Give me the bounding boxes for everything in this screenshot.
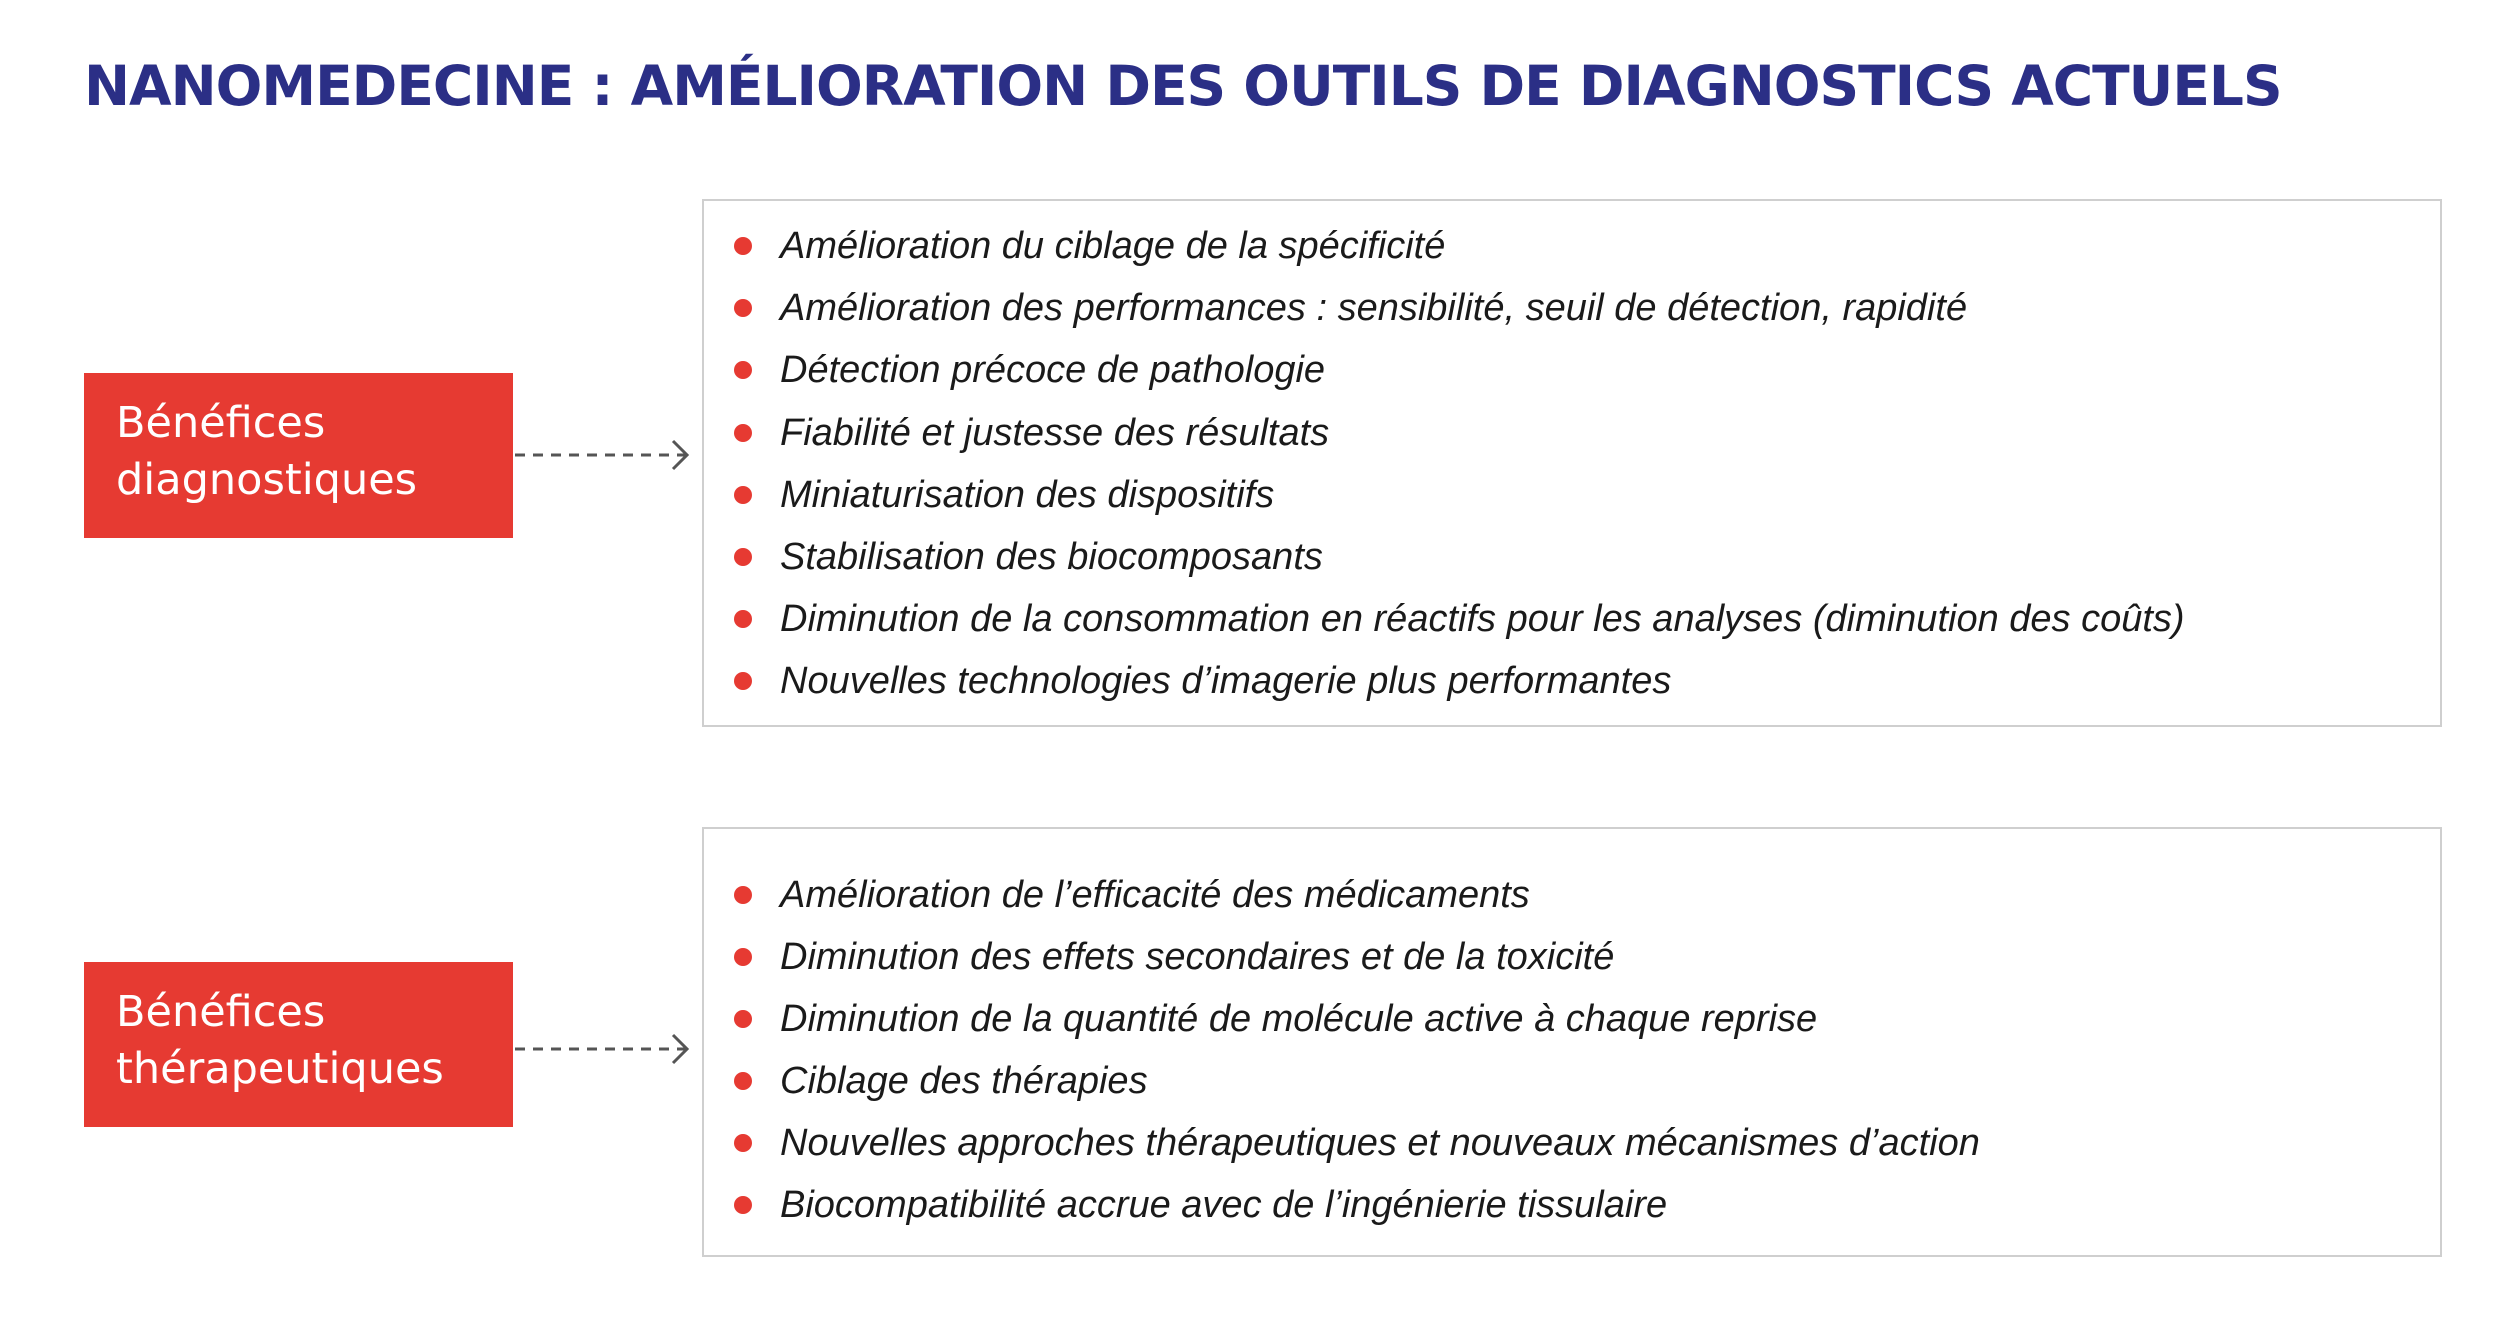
label-line-1: Bénéfices xyxy=(116,398,326,448)
list-item: Diminution de la quantité de molécule active à chaque reprise xyxy=(704,988,1817,1050)
label-line-1: Bénéfices xyxy=(116,987,326,1037)
list-item: Amélioration des performances : sensibilité, seuil de détection, rapidité xyxy=(704,277,1967,339)
list-item: Diminution de la consommation en réactifs pour les analyses (diminution des coûts) xyxy=(704,588,2185,650)
label-diagnostic-benefits xyxy=(84,373,513,538)
therapeutic-benefits-panel xyxy=(702,827,2442,1257)
bullet-icon xyxy=(734,424,752,442)
bullet-icon xyxy=(734,299,752,317)
page-title: NANOMEDECINE : AMÉLIORATION DES OUTILS DE DIAGNOSTICS ACTUELS xyxy=(84,54,2282,118)
bullet-icon xyxy=(734,361,752,379)
bullet-icon xyxy=(734,1072,752,1090)
bullet-icon xyxy=(734,948,752,966)
diagnostic-benefits-panel xyxy=(702,199,2442,727)
list-item: Amélioration de l’efficacité des médicaments xyxy=(704,864,1530,926)
bullet-icon xyxy=(734,1010,752,1028)
list-item: Ciblage des thérapies xyxy=(704,1050,1148,1112)
list-item: Détection précoce de pathologie xyxy=(704,339,1325,401)
bullet-icon xyxy=(734,486,752,504)
list-item: Nouvelles approches thérapeutiques et nouveaux mécanismes d’action xyxy=(704,1112,1980,1174)
label-therapeutic-benefits xyxy=(84,962,513,1127)
bullet-icon xyxy=(734,548,752,566)
label-line-2: diagnostiques xyxy=(116,455,418,505)
bullet-icon xyxy=(734,237,752,255)
list-item: Diminution des effets secondaires et de la toxicité xyxy=(704,926,1614,988)
list-item: Stabilisation des biocomposants xyxy=(704,526,1323,588)
list-item: Fiabilité et justesse des résultats xyxy=(704,402,1329,464)
bullet-icon xyxy=(734,610,752,628)
list-item: Biocompatibilité accrue avec de l’ingénierie tissulaire xyxy=(704,1174,1667,1236)
dashed-arrow-icon xyxy=(515,435,695,475)
list-item: Miniaturisation des dispositifs xyxy=(704,464,1274,526)
bullet-icon xyxy=(734,886,752,904)
label-line-2: thérapeutiques xyxy=(116,1044,444,1094)
bullet-icon xyxy=(734,1196,752,1214)
bullet-icon xyxy=(734,672,752,690)
list-item: Nouvelles technologies d’imagerie plus performantes xyxy=(704,650,1671,712)
list-item: Amélioration du ciblage de la spécificité xyxy=(704,215,1445,277)
dashed-arrow-icon xyxy=(515,1029,695,1069)
bullet-icon xyxy=(734,1134,752,1152)
